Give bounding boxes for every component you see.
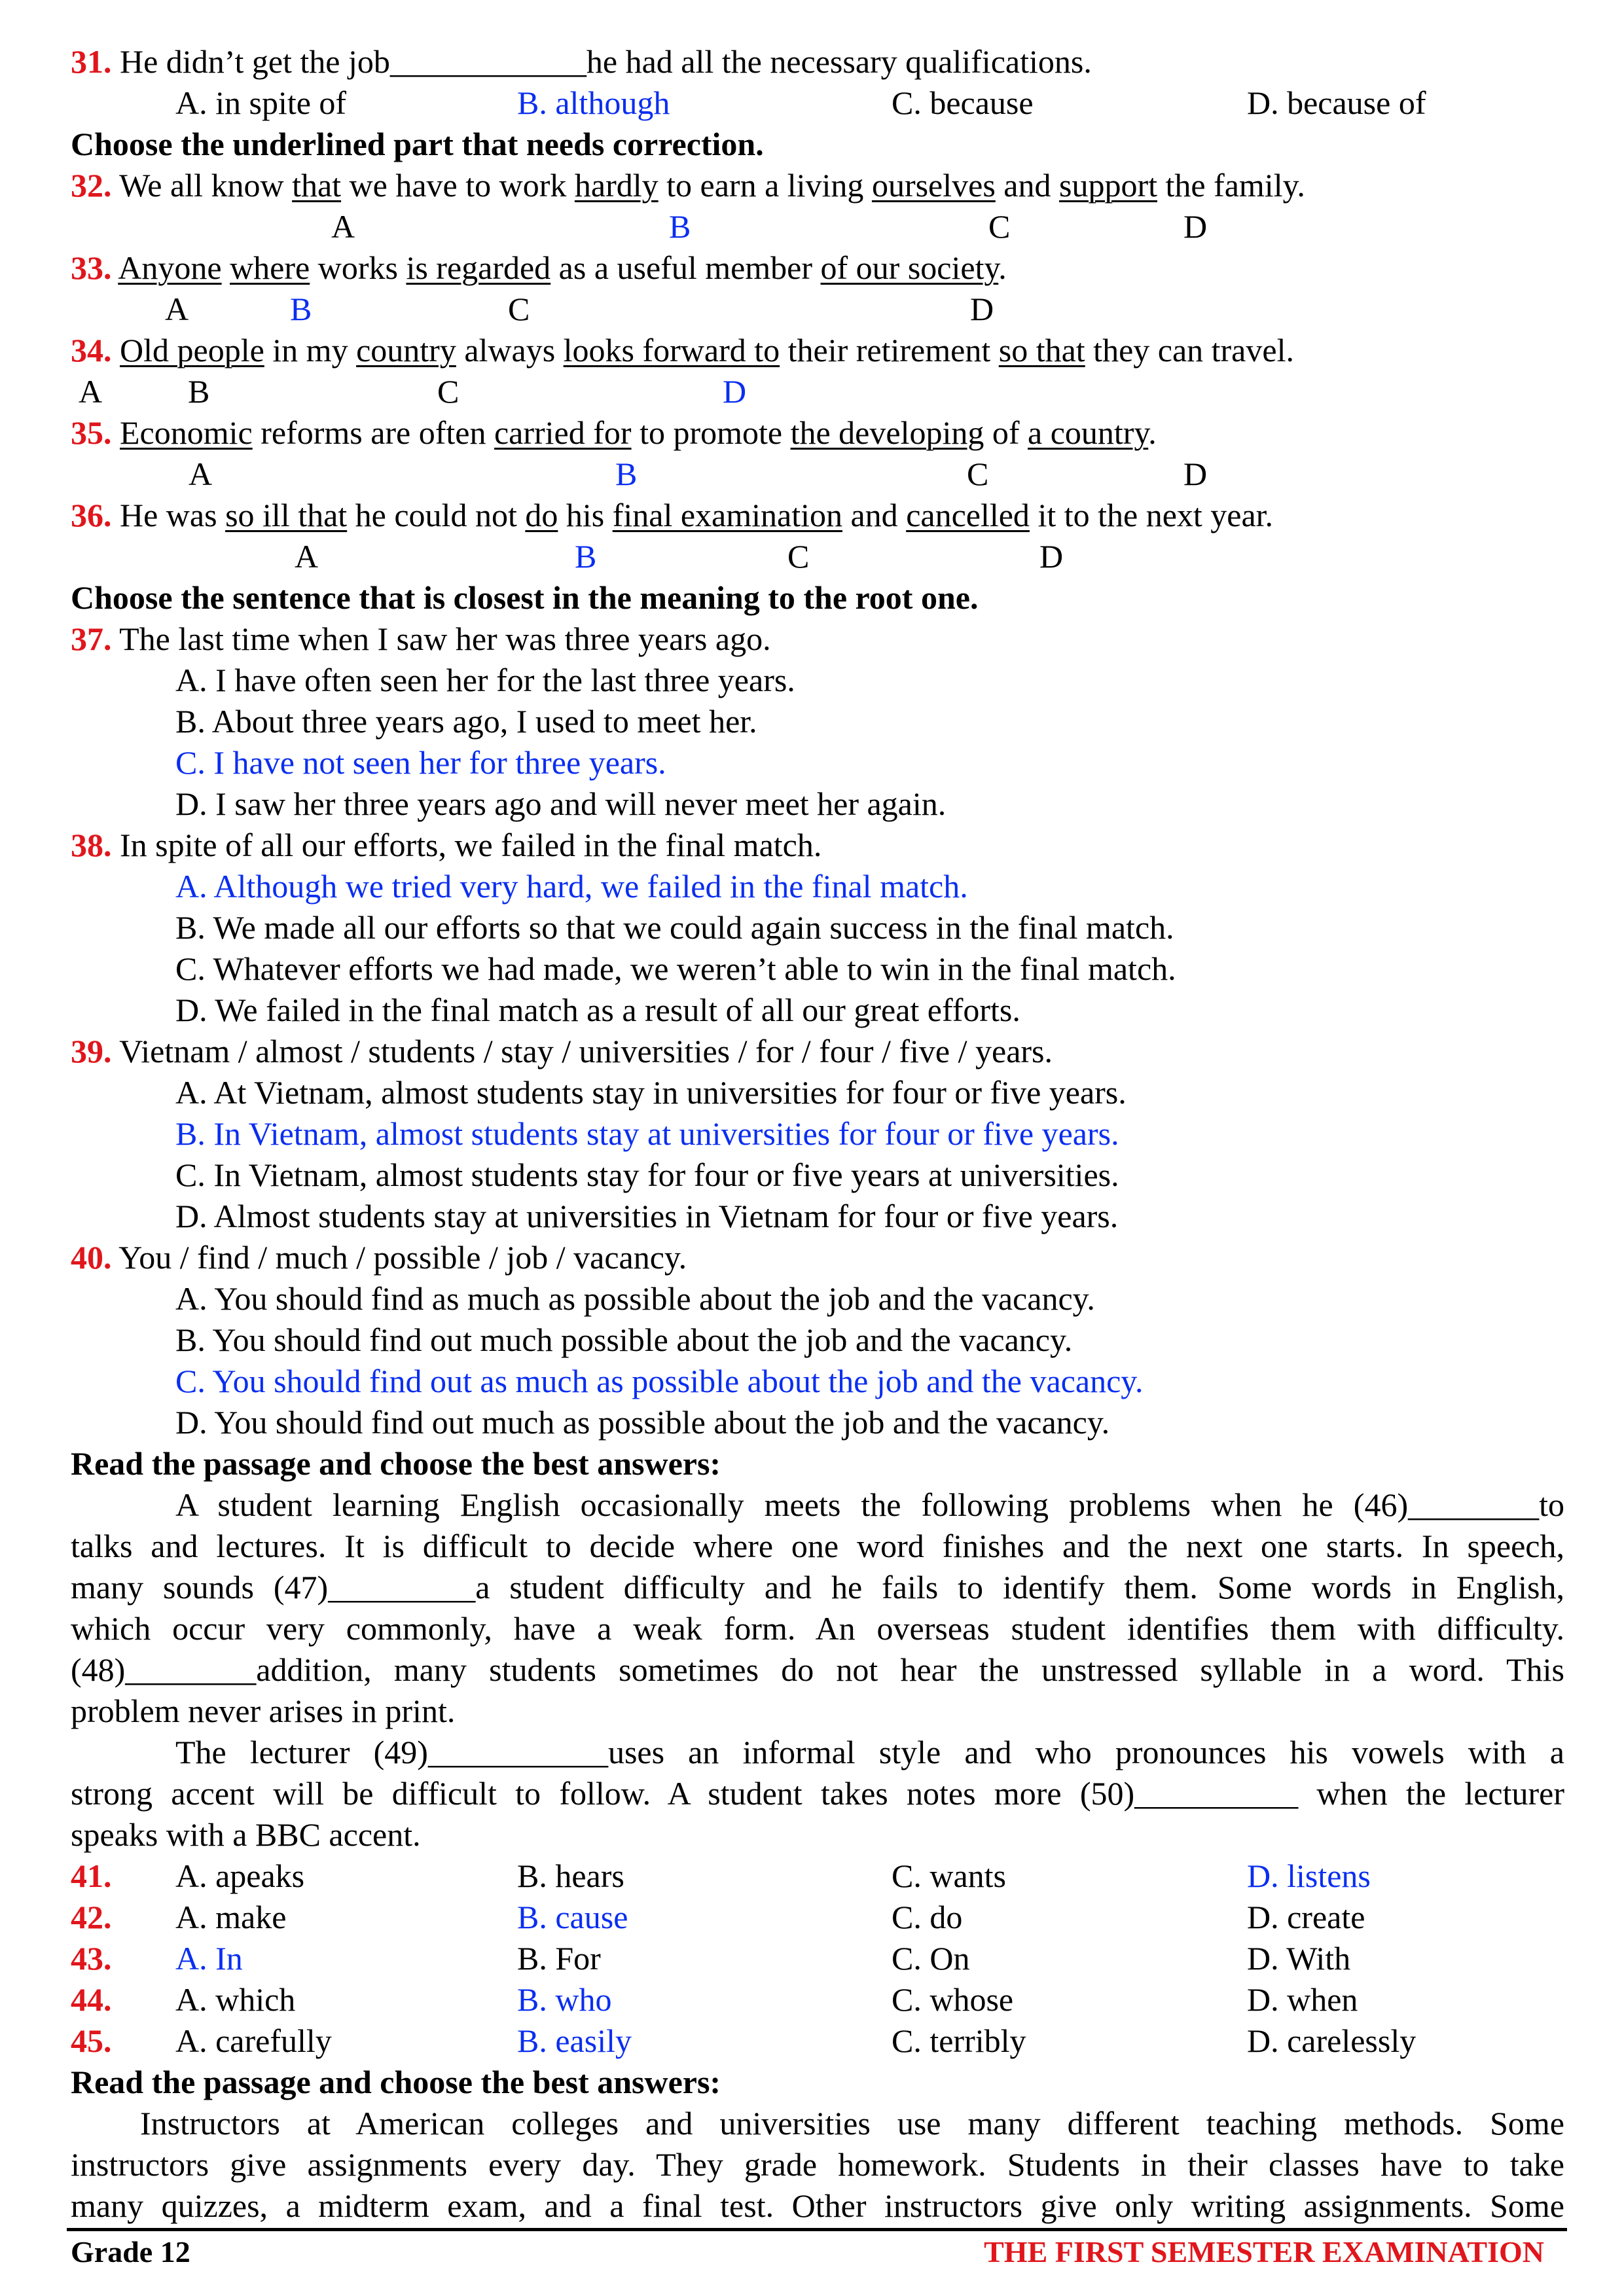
question-35 — [71, 412, 1157, 453]
option-c: C. whose — [892, 1981, 1014, 2018]
option-d: D. because of — [1247, 84, 1426, 121]
option-b: B. You should find out much possible about the job and the vacancy. — [175, 1321, 1073, 1358]
text-part: . — [1148, 414, 1157, 451]
label-b-answer: B — [669, 208, 691, 245]
underlined-part-c: ourselves — [871, 167, 996, 204]
underlined-part-c: looks forward to — [563, 332, 780, 368]
question-number: 42. — [71, 1899, 112, 1935]
underlined-part-a: that — [292, 167, 342, 204]
underlined-part-a: Economic — [120, 414, 253, 451]
underlined-part-d: a country — [1028, 414, 1149, 451]
label-c: C — [437, 373, 460, 410]
label-b-answer: B — [290, 291, 312, 327]
passage-line: many sounds (47)_________a student difficulty and he fails to identify them. Some words in English, — [71, 1569, 1564, 1605]
label-a: A — [165, 291, 189, 327]
underlined-part-c: final examination — [612, 497, 842, 533]
text-part — [222, 249, 230, 286]
question-number: 33. — [71, 249, 112, 286]
label-d: D — [1039, 538, 1064, 575]
text-part: we have to work — [341, 167, 575, 204]
option-a: A. I have often seen her for the last three years. — [175, 662, 795, 698]
option-c: C. terribly — [892, 2022, 1026, 2059]
underlined-part-a: so ill that — [225, 497, 348, 533]
option-a: A. which — [175, 1981, 296, 2018]
option-a: A. You should find as much as possible about the job and the vacancy. — [175, 1280, 1095, 1317]
label-d: D — [1183, 456, 1208, 492]
label-c: C — [988, 208, 1011, 245]
question-number: 38. — [71, 827, 112, 863]
underlined-part-b: where — [230, 249, 310, 286]
text-part: . — [998, 249, 1007, 286]
underlined-part-b: hardly — [574, 167, 659, 204]
option-d: D. carelessly — [1247, 2022, 1416, 2059]
option-d: D. create — [1247, 1899, 1365, 1935]
passage-line: A student learning English occasionally meets the following problems when he (46)________to — [175, 1486, 1564, 1523]
question-number: 34. — [71, 332, 112, 368]
label-b-answer: B — [615, 456, 638, 492]
option-d: D. We failed in the final match as a result of all our great efforts. — [175, 992, 1020, 1028]
underlined-part-b: country — [356, 332, 456, 368]
option-c: C. do — [892, 1899, 963, 1935]
question-number: 41. — [71, 1857, 112, 1894]
footer-rule — [67, 2228, 1567, 2231]
underlined-part-d: so that — [998, 332, 1085, 368]
option-a: A. apeaks — [175, 1857, 305, 1894]
passage-line: which occur very commonly, have a weak form. An overseas student identifies them with difficulty. — [71, 1610, 1564, 1647]
underlined-part-a: Old people — [120, 332, 264, 368]
passage-line: The lecturer (49)___________uses an informal style and who pronounces his vowels with a — [175, 1734, 1564, 1770]
option-a-answer: A. Although we tried very hard, we failed in the final match. — [175, 868, 968, 905]
option-c: C. In Vietnam, almost students stay for four or five years at universities. — [175, 1157, 1119, 1193]
text-part: of — [984, 414, 1028, 451]
text-part: in my — [264, 332, 357, 368]
label-b-answer: B — [575, 538, 597, 575]
question-number: 39. — [71, 1033, 112, 1069]
text-part: as a useful member — [550, 249, 821, 286]
option-d: D. With — [1247, 1940, 1351, 1977]
option-d: D. when — [1247, 1981, 1358, 2018]
option-b-answer: B. easily — [517, 2022, 632, 2059]
option-b-answer: B. although — [517, 84, 670, 121]
text-part: and — [995, 167, 1059, 204]
underlined-part-b: do — [525, 497, 558, 533]
underlined-part-d: of our society — [820, 249, 999, 286]
section-heading-closest-meaning: Choose the sentence that is closest in the meaning to the root one. — [71, 579, 979, 616]
label-d: D — [970, 291, 994, 327]
question-37 — [71, 619, 771, 659]
question-stem: The last time when I saw her was three years ago. — [119, 620, 771, 657]
question-33 — [71, 247, 1007, 288]
option-b-answer: B. In Vietnam, almost students stay at universities for four or five years. — [175, 1115, 1119, 1152]
passage-line: speaks with a BBC accent. — [71, 1816, 421, 1853]
text-part: to earn a living — [658, 167, 872, 204]
text-part: the family. — [1157, 167, 1305, 204]
label-a: A — [295, 538, 319, 575]
option-a: A. make — [175, 1899, 287, 1935]
text-part: they can travel. — [1085, 332, 1294, 368]
option-c-answer: C. You should find out as much as possible about the job and the vacancy. — [175, 1363, 1144, 1399]
question-38 — [71, 825, 821, 865]
text-part: their retirement — [780, 332, 999, 368]
option-a-answer: A. In — [175, 1940, 243, 1977]
underlined-part-d: support — [1058, 167, 1157, 204]
label-c: C — [787, 538, 810, 575]
underlined-part-c: the developing — [790, 414, 984, 451]
question-stem: Vietnam / almost / students / stay / universities / for / four / five / years. — [119, 1033, 1053, 1069]
option-c: C. On — [892, 1940, 970, 1977]
option-b: B. hears — [517, 1857, 624, 1894]
question-34 — [71, 330, 1294, 370]
text-part: to promote — [631, 414, 791, 451]
option-c: C. because — [892, 84, 1034, 121]
passage-line: many quizzes, a midterm exam, and a final test. Other instructors give only writing assignments. Some — [71, 2187, 1564, 2224]
section-heading-passage-2: Read the passage and choose the best answers: — [71, 2064, 721, 2100]
option-d: D. You should find out much as possible about the job and the vacancy. — [175, 1404, 1110, 1441]
question-number: 37. — [71, 620, 112, 657]
question-number: 35. — [71, 414, 112, 451]
section-heading-passage-1: Read the passage and choose the best answers: — [71, 1445, 721, 1482]
passage-line: (48)________addition, many students sometimes do not hear the unstressed syllable in a word. This — [71, 1651, 1564, 1688]
label-b: B — [188, 373, 210, 410]
passage-line: Instructors at American colleges and universities use many different teaching methods. Some — [140, 2105, 1564, 2142]
text-part: We all know — [119, 167, 293, 204]
footer-exam-title: THE FIRST SEMESTER EXAMINATION — [984, 2235, 1544, 2269]
question-39 — [71, 1031, 1053, 1071]
question-stem: He didn’t get the job____________he had all the necessary qualifications. — [120, 43, 1092, 80]
text-part: works — [310, 249, 406, 286]
text-part: he could not — [347, 497, 526, 533]
option-a: A. At Vietnam, almost students stay in universities for four or five years. — [175, 1074, 1127, 1111]
question-32 — [71, 165, 1305, 206]
question-stem: In spite of all our efforts, we failed in the final match. — [120, 827, 822, 863]
question-number: 44. — [71, 1981, 112, 2018]
question-36 — [71, 495, 1273, 535]
option-b-answer: B. who — [517, 1981, 612, 2018]
text-part: and — [842, 497, 907, 533]
question-number: 43. — [71, 1940, 112, 1977]
option-a: A. carefully — [175, 2022, 332, 2059]
label-d-answer: D — [723, 373, 747, 410]
option-b-answer: B. cause — [517, 1899, 628, 1935]
label-a: A — [189, 456, 213, 492]
passage-line: talks and lectures. It is difficult to decide where one word finishes and the next one starts. In speech, — [71, 1528, 1564, 1564]
text-part: his — [558, 497, 613, 533]
question-stem: You / find / much / possible / job / vacancy. — [118, 1239, 687, 1276]
question-number: 40. — [71, 1239, 112, 1276]
question-40 — [71, 1237, 687, 1278]
option-b: B. About three years ago, I used to meet her. — [175, 703, 757, 740]
section-heading-correction: Choose the underlined part that needs correction. — [71, 126, 764, 162]
text-part: reforms are often — [252, 414, 494, 451]
underlined-part-c: is regarded — [406, 249, 551, 286]
underlined-part-b: carried for — [494, 414, 632, 451]
option-a: A. in spite of — [175, 84, 347, 121]
option-c: C. Whatever efforts we had made, we weren’t able to win in the final match. — [175, 950, 1176, 987]
option-c: C. wants — [892, 1857, 1006, 1894]
underlined-part-d: cancelled — [906, 497, 1030, 533]
question-number: 45. — [71, 2022, 112, 2059]
label-c: C — [967, 456, 989, 492]
underlined-part-a: Anyone — [118, 249, 222, 286]
question-number: 32. — [71, 167, 112, 204]
label-c: C — [508, 291, 530, 327]
footer-grade: Grade 12 — [71, 2235, 190, 2269]
question-number: 36. — [71, 497, 112, 533]
option-c-answer: C. I have not seen her for three years. — [175, 744, 666, 781]
question-31 — [71, 41, 1092, 82]
label-a: A — [331, 208, 355, 245]
question-number: 31. — [71, 43, 112, 80]
label-a: A — [79, 373, 103, 410]
option-b: B. For — [517, 1940, 601, 1977]
passage-line: strong accent will be difficult to follow. A student takes notes more (50)__________ when the lecturer — [71, 1775, 1564, 1812]
option-b: B. We made all our efforts so that we could again success in the final match. — [175, 909, 1174, 946]
option-d: D. I saw her three years ago and will never meet her again. — [175, 785, 947, 822]
label-d: D — [1183, 208, 1208, 245]
passage-line: instructors give assignments every day. They grade homework. Students in their classes have to take — [71, 2146, 1564, 2183]
passage-line: problem never arises in print. — [71, 1693, 456, 1729]
text-part: it to the next year. — [1029, 497, 1274, 533]
option-d-answer: D. listens — [1247, 1857, 1371, 1894]
option-d: D. Almost students stay at universities in Vietnam for four or five years. — [175, 1198, 1119, 1234]
text-part: He was — [120, 497, 226, 533]
text-part: always — [456, 332, 564, 368]
